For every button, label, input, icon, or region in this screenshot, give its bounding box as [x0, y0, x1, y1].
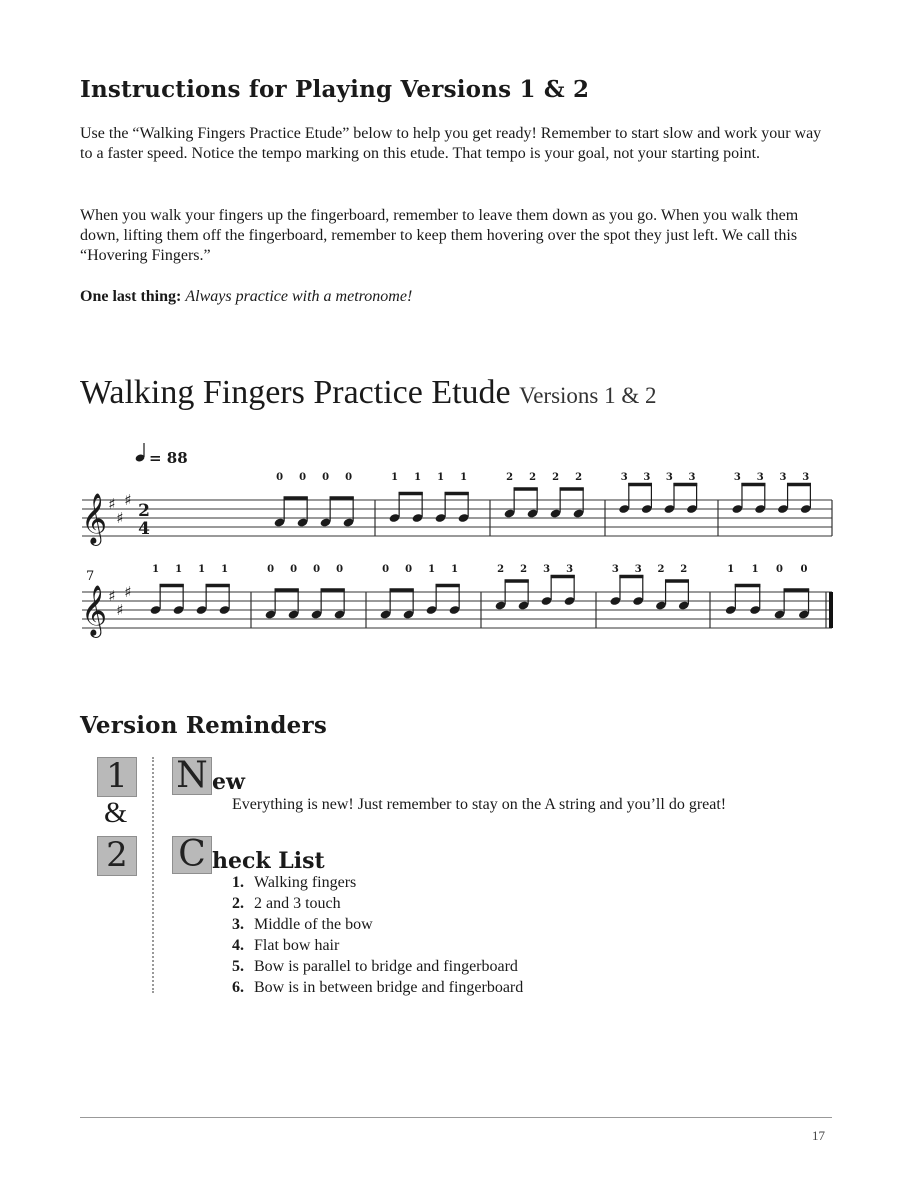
key-sharp-icon: ♯: [108, 587, 116, 605]
fingering-number: 0: [345, 472, 353, 483]
footer-rule: [80, 1117, 832, 1118]
fingering-number: 2: [657, 564, 665, 575]
new-initial: N: [172, 757, 212, 795]
fingering-number: 1: [460, 472, 468, 483]
fingering-number: 2: [497, 564, 505, 575]
sheet-music: [0, 430, 900, 640]
fingering-number: 2: [529, 472, 537, 483]
check-initial: C: [172, 836, 212, 874]
fingering-number: 3: [802, 472, 810, 483]
tempo-marking: = 88: [149, 449, 188, 467]
instructions-paragraph-3: [80, 287, 830, 307]
instructions-heading: Instructions for Playing Versions 1 & 2: [80, 76, 590, 103]
fingering-number: 3: [688, 472, 696, 483]
new-rest: ew: [212, 769, 245, 795]
one-last-thing-label: One last thing:: [80, 288, 182, 305]
fingering-number: 0: [299, 472, 307, 483]
fingering-number: 0: [290, 564, 298, 575]
version-reminders-heading: Version Reminders: [80, 712, 327, 739]
fingering-number: 1: [175, 564, 183, 575]
fingering-number: 1: [437, 472, 445, 483]
list-item: 3. Middle of the bow: [232, 916, 373, 933]
key-sharp-icon: ♯: [116, 601, 124, 619]
instructions-paragraph-2: When you walk your fingers up the fingerboard, remember to leave them down as you go. When you walk them down, lifting them off the fingerboard, remember to keep them hovering over the spot they just left. We call this “Hovering Fingers.”: [80, 207, 799, 264]
version-2-badge: 2: [97, 836, 137, 876]
fingering-number: 1: [414, 472, 422, 483]
fingering-number: 0: [336, 564, 344, 575]
fingering-number: 2: [680, 564, 688, 575]
fingering-number: 1: [451, 564, 459, 575]
etude-title-main: Walking Fingers Practice Etude: [80, 374, 511, 411]
new-heading: [172, 757, 245, 795]
fingering-number: 0: [776, 564, 784, 575]
fingering-number: 1: [391, 472, 399, 483]
key-sharp-icon: ♯: [116, 509, 124, 527]
check-list: [232, 872, 523, 998]
fingering-number: 0: [267, 564, 275, 575]
key-sharp-icon: ♯: [124, 583, 132, 601]
measure-number: 7: [86, 569, 95, 584]
check-rest: heck List: [212, 848, 325, 874]
fingering-number: 3: [543, 564, 551, 575]
fingering-number: 3: [779, 472, 787, 483]
fingering-number: 3: [620, 472, 628, 483]
list-item: 5. Bow is parallel to bridge and fingerboard: [232, 958, 518, 975]
list-item: 1. Walking fingers: [232, 874, 357, 891]
fingering-number: 3: [643, 472, 651, 483]
metronome-reminder: Always practice with a metronome!: [185, 288, 413, 305]
fingering-number: 3: [634, 564, 642, 575]
treble-clef-icon: 𝄞: [80, 493, 108, 544]
fingering-number: 0: [313, 564, 321, 575]
ampersand-symbol: &: [104, 796, 128, 829]
check-list-heading: [172, 836, 325, 874]
etude-title-versions: Versions 1 & 2: [519, 383, 657, 408]
fingering-number: 2: [552, 472, 560, 483]
fingering-number: 2: [575, 472, 583, 483]
fingering-number: 1: [221, 564, 229, 575]
time-signature-bottom: 4: [138, 519, 150, 539]
fingering-number: 0: [405, 564, 413, 575]
fingering-number: 1: [428, 564, 436, 575]
fingering-number: 0: [382, 564, 390, 575]
fingering-number: 3: [756, 472, 764, 483]
list-item: 6. Bow is in between bridge and fingerboard: [232, 979, 524, 996]
fingering-number: 1: [198, 564, 206, 575]
instructions-paragraph-1: Use the “Walking Fingers Practice Etude” below to help you get ready! Remember to start slow and work your way to a faster speed. Notice the tempo marking on this etude. That tempo is your goal, not your starting point.: [80, 125, 822, 162]
fingering-number: 3: [566, 564, 574, 575]
page-number: 17: [812, 1128, 825, 1143]
fingering-number: 1: [152, 564, 160, 575]
etude-title: [80, 374, 657, 412]
version-1-badge: 1: [97, 757, 137, 797]
fingering-number: 1: [751, 564, 759, 575]
list-item: 4. Flat bow hair: [232, 937, 340, 954]
fingering-number: 0: [322, 472, 330, 483]
key-sharp-icon: ♯: [124, 491, 132, 509]
fingering-number: 3: [733, 472, 741, 483]
key-sharp-icon: ♯: [108, 495, 116, 513]
list-item: 2. 2 and 3 touch: [232, 895, 341, 912]
fingering-number: 2: [520, 564, 528, 575]
fingering-number: 3: [665, 472, 673, 483]
fingering-number: 2: [506, 472, 514, 483]
new-description: Everything is new! Just remember to stay on the A string and you’ll do great!: [232, 796, 727, 813]
fingering-number: 0: [800, 564, 808, 575]
fingering-number: 1: [727, 564, 735, 575]
time-signature-top: 2: [138, 501, 150, 521]
treble-clef-icon: 𝄞: [80, 585, 108, 636]
fingering-number: 0: [276, 472, 284, 483]
fingering-number: 3: [611, 564, 619, 575]
dotted-divider: [152, 757, 154, 993]
